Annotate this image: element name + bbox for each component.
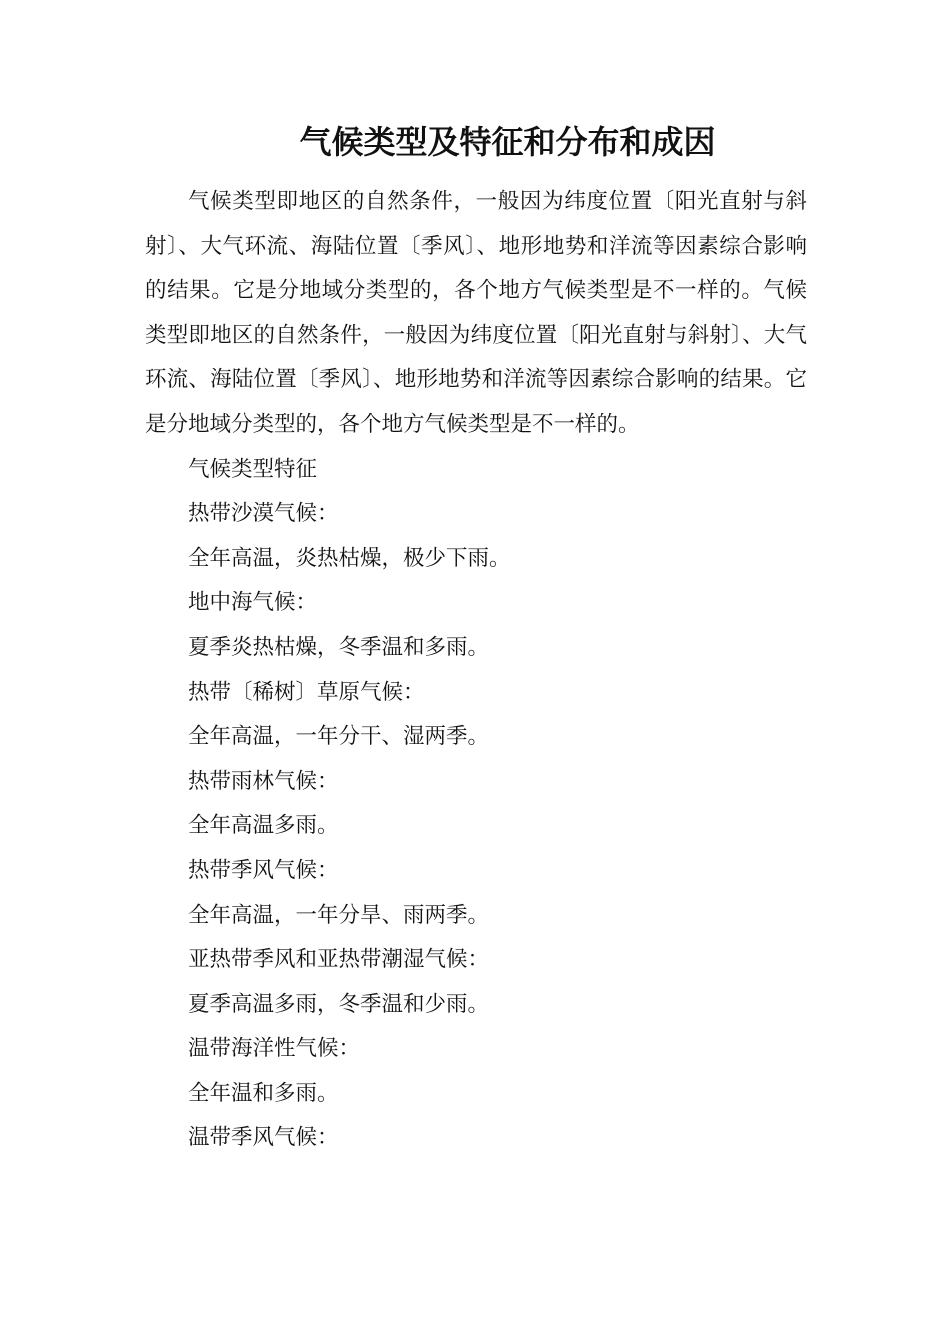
text-line: 夏季高温多雨，冬季温和少雨。: [188, 991, 490, 1017]
text-line: 地中海气候：: [188, 590, 318, 616]
text-line: 热带季风气候：: [188, 857, 339, 883]
text-line: 全年温和多雨。: [188, 1080, 339, 1106]
text-line: 全年高温，炎热枯燥，极少下雨。: [188, 545, 511, 571]
text-line: 温带海洋性气候：: [188, 1036, 361, 1062]
text-line: 热带沙漠气候：: [188, 501, 339, 527]
text-line: 亚热带季风和亚热带潮湿气候：: [188, 947, 490, 973]
text-line: 全年高温，一年分旱、雨两季。: [188, 902, 490, 928]
document-title: 气候类型及特征和分布和成因: [299, 123, 716, 161]
text-line: 气候类型特征: [188, 456, 318, 482]
text-line: 夏季炎热枯燥，冬季温和多雨。: [188, 634, 490, 660]
intro-paragraph: 气候类型即地区的自然条件，一般因为纬度位置〔阳光直射与斜射〕、大气环流、海陆位置〔季风〕、地形地势和洋流等因素综合影响的结果。它是分地域分类型的，各个地方气候类型是不一样的。气候类型即地区的自然条件，一般因为纬度位置〔阳光直射与斜射〕、大气环流、海陆位置〔季风〕、地形地势和洋流等因素综合影响的结果。它是分地域分类型的，各个地方气候类型是不一样的。: [145, 189, 807, 437]
text-line: 热带〔稀树〕草原气候：: [188, 679, 425, 705]
text-line: 热带雨林气候：: [188, 768, 339, 794]
text-line: 全年高温，一年分干、湿两季。: [188, 724, 490, 750]
text-line: 全年高温多雨。: [188, 813, 339, 839]
document-body: [145, 180, 807, 1161]
text-line: 温带季风气候：: [188, 1125, 339, 1151]
